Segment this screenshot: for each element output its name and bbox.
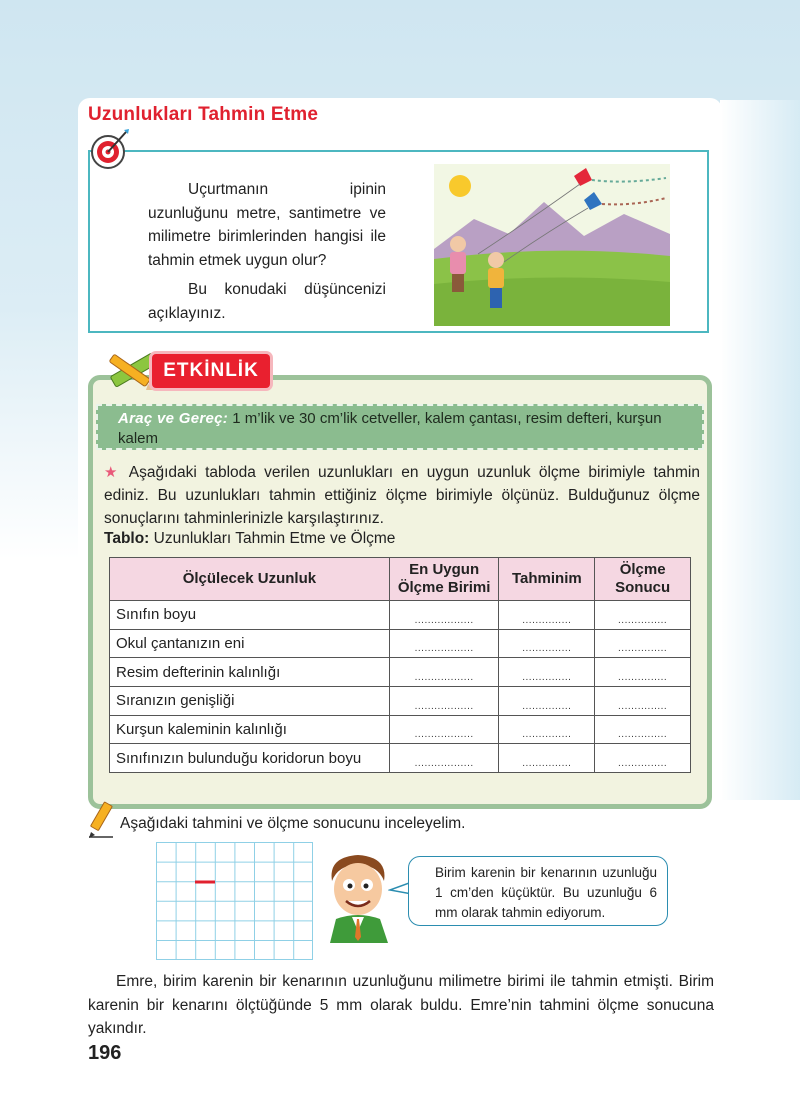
example-intro: Aşağıdaki tahmini ve ölçme sonucunu inceleyelim. [120,815,466,832]
materials-label: Araç ve Gereç: [118,410,229,427]
unit-blank: .................. [389,629,499,658]
intro-question: Uçurtmanın ipinin uzunluğunu metre, santimetre ve milimetre birimlerinden hangisi ile tahmin etmek uygun olur? [148,181,386,269]
activity-badge: ETKİNLİK [152,354,270,388]
table-caption-text: Uzunlukları Tahmin Etme ve Ölçme [153,530,396,547]
intro-box [88,150,709,333]
unit-blank: .................. [389,601,499,630]
materials-text: 1 m’lik ve 30 cm’lik cetveller, kalem çantası, resim defteri, kurşun kalem [118,410,662,447]
estimate-blank: ............... [499,601,595,630]
table-row [110,715,691,744]
unit-blank: .................. [389,715,499,744]
header-length: Ölçülecek Uzunluk [110,558,390,601]
materials-bar [96,404,704,450]
unit-square-grid [156,842,313,960]
table-row [110,687,691,716]
result-blank: ............... [595,658,691,687]
unit-blank: .................. [389,658,499,687]
result-blank: ............... [595,715,691,744]
page-background-side [720,100,800,800]
table-row [110,744,691,773]
result-blank: ............... [595,744,691,773]
section-title: Uzunlukları Tahmin Etme [88,104,319,125]
result-blank: ............... [595,629,691,658]
table-row [110,658,691,687]
estimate-blank: ............... [499,687,595,716]
row-item: Okul çantanızın eni [110,629,390,658]
unit-blank: .................. [389,744,499,773]
row-item: Sıranızın genişliği [110,687,390,716]
estimate-blank: ............... [499,744,595,773]
header-unit: En Uygun Ölçme Birimi [389,558,499,601]
page-number: 196 [88,1042,122,1064]
header-result: Ölçme Sonucu [595,558,691,601]
table-header-row [110,558,691,601]
target-icon [90,128,130,172]
star-icon: ★ [104,464,122,481]
table-row [110,629,691,658]
intro-prompt: Bu konudaki düşüncenizi açıklayınız. [148,281,386,322]
table-caption [104,530,395,548]
row-item: Sınıfın boyu [110,601,390,630]
table-row [110,601,691,630]
pencil-icon [87,800,115,838]
table-caption-label: Tablo: [104,530,150,547]
intro-text [148,178,386,325]
estimate-blank: ............... [499,658,595,687]
row-item: Resim defterinin kalınlığı [110,658,390,687]
kite-illustration [434,164,670,326]
speech-bubble: Birim karenin bir kenarının uzunluğu 1 cm’den küçüktür. Bu uzunluğu 6 mm olarak tahmin ediyorum. [408,856,668,926]
result-blank: ............... [595,687,691,716]
estimate-blank: ............... [499,629,595,658]
measurement-table [109,557,691,773]
task-instructions: Aşağıdaki tabloda verilen uzunlukları en uygun uzunluk ölçme birimiyle tahmin ediniz. Bu uzunlukları tahmin ettiğiniz ölçme birimiyle ölçünüz. Bulduğunuz ölçme sonuçlarını tahminlerinizle karşılaştırınız. [104,464,701,527]
row-item: Kurşun kaleminin kalınlığı [110,715,390,744]
header-estimate: Tahminim [499,558,595,601]
task-text [104,461,700,530]
result-blank: ............... [595,601,691,630]
row-item: Sınıfınızın bulunduğu koridorun boyu [110,744,390,773]
conclusion-text: Emre, birim karenin bir kenarının uzunluğunu milimetre birimi ile tahmin etmişti. Birim karenin bir kenarını ölçtüğünde 5 mm olarak buldu. Emre’nin tahmini ölçme sonucuna yakındır. [88,973,714,1037]
estimate-blank: ............... [499,715,595,744]
unit-blank: .................. [389,687,499,716]
